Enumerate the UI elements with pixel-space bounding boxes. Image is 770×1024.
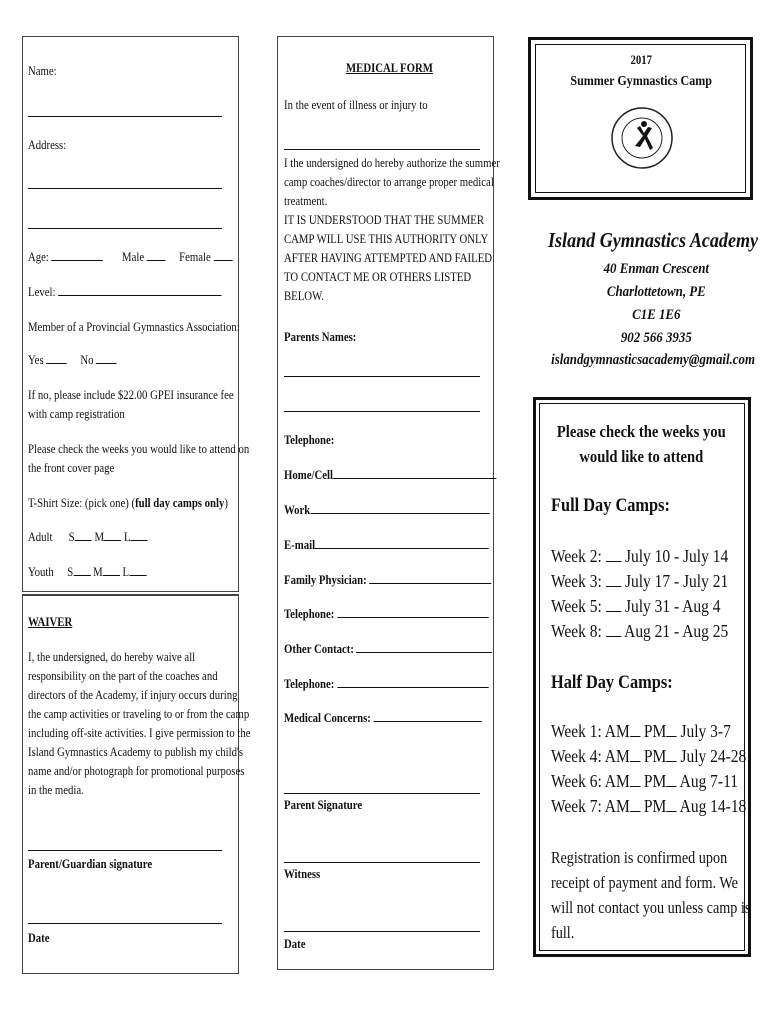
medical-title: MEDICAL FORM (346, 61, 433, 75)
week-checkbox[interactable] (606, 620, 621, 637)
am-checkbox[interactable] (630, 745, 640, 762)
adult-l-label: L (123, 530, 131, 544)
full-day-week-3[interactable] (551, 569, 728, 594)
am-label: AM (604, 771, 630, 791)
youth-m-field[interactable] (103, 563, 120, 576)
am-checkbox[interactable] (630, 795, 640, 812)
youth-s-label: S (67, 565, 74, 579)
confirm-line-2: receipt of payment and form. We (551, 873, 738, 892)
confirm-line-1: Registration is confirmed upon (551, 848, 728, 867)
no-label: No (80, 353, 94, 367)
half-day-week-4[interactable] (551, 744, 746, 769)
home-cell-label: Home/Cell (284, 468, 333, 482)
physician-field[interactable] (369, 571, 491, 584)
age-field[interactable] (52, 248, 104, 261)
academy-postal: C1E 1E6 (632, 307, 681, 323)
medical-date-label: Date (284, 937, 306, 951)
medical-body-4: IT IS UNDERSTOOD THAT THE SUMMER (284, 213, 485, 227)
pm-label: PM (643, 721, 667, 741)
check-weeks-note-2: the front cover page (28, 461, 115, 475)
level-field[interactable] (58, 283, 221, 296)
name-field[interactable] (28, 116, 222, 117)
waiver-date-label: Date (28, 931, 50, 945)
adult-s-field[interactable] (75, 528, 92, 541)
medical-body-1: I the undersigned do hereby authorize the summer (284, 156, 500, 170)
adult-l-field[interactable] (131, 528, 148, 541)
telephone-row-2 (284, 605, 488, 624)
work-label: Work (284, 503, 311, 517)
week-checkbox[interactable] (606, 570, 621, 587)
cover-title: Summer Gymnastics Camp (570, 74, 712, 89)
medical-intro: In the event of illness or injury to (284, 98, 428, 112)
male-field[interactable] (147, 248, 166, 261)
week-dates: Aug 14-18 (679, 796, 747, 816)
telephone-3-label: Telephone: (284, 677, 335, 691)
week-dates: July 10 - July 14 (624, 546, 729, 566)
am-label: AM (604, 796, 630, 816)
full-day-week-2[interactable] (551, 544, 728, 569)
parents-names-field-2[interactable] (284, 411, 480, 412)
waiver-date-field[interactable] (28, 923, 222, 924)
waiver-line-4: the camp activities or traveling to or from the camp (28, 707, 250, 721)
other-contact-row (284, 640, 493, 659)
half-day-week-1[interactable] (551, 719, 731, 744)
witness-field[interactable] (284, 862, 480, 863)
check-weeks-note-1: Please check the weeks you would like to attend on (28, 442, 250, 456)
email-label: E-mail (284, 538, 316, 552)
telephone-2-label: Telephone: (284, 607, 335, 621)
level-row (28, 283, 222, 302)
week-label: Week 3: (551, 571, 602, 591)
half-day-title: Half Day Camps: (551, 672, 673, 693)
full-day-title: Full Day Camps: (551, 495, 670, 516)
academy-logo (610, 106, 674, 170)
physician-row (284, 571, 492, 590)
adult-label: Adult (28, 530, 53, 544)
youth-label: Youth (28, 565, 54, 579)
telephone-row-3 (284, 675, 488, 694)
yes-label: Yes (28, 353, 44, 367)
academy-phone: 902 566 3935 (620, 330, 692, 346)
week-label: Week 8: (551, 621, 602, 641)
pm-checkbox[interactable] (666, 745, 676, 762)
pm-checkbox[interactable] (666, 795, 676, 812)
medical-body-8: BELOW. (284, 289, 324, 303)
witness-label: Witness (284, 867, 321, 881)
am-checkbox[interactable] (630, 720, 640, 737)
full-day-week-5[interactable] (551, 594, 720, 619)
full-day-week-8[interactable] (551, 619, 728, 644)
pm-checkbox[interactable] (666, 770, 676, 787)
academy-name: Island Gymnastics Academy (548, 228, 759, 252)
week-label: Week 1: (551, 721, 602, 741)
academy-address-1: 40 Enman Crescent (603, 261, 709, 277)
medical-body-6: AFTER HAVING ATTEMPTED AND FAILED (284, 251, 493, 265)
address-label: Address: (28, 138, 67, 152)
week-dates: July 3-7 (680, 721, 731, 741)
work-field[interactable] (310, 501, 489, 514)
adult-s-label: S (68, 530, 75, 544)
adult-m-label: M (94, 530, 105, 544)
adult-size-row (28, 528, 148, 547)
medical-body-7: TO CONTACT ME OR OTHERS LISTED (284, 270, 472, 284)
am-label: AM (604, 721, 630, 741)
week-label: Week 7: (551, 796, 602, 816)
weeks-heading: Please check the weeks you would like to attend (556, 422, 726, 466)
guardian-signature-label: Parent/Guardian signature (28, 857, 153, 871)
waiver-line-3: directors of the Academy, if injury occurs during (28, 688, 238, 702)
name-label: Name: (28, 64, 57, 78)
member-label: Member of a Provincial Gymnastics Association: (28, 320, 240, 334)
medical-concerns-row (284, 709, 482, 728)
medical-body-2: camp coaches/director to arrange proper medical (284, 175, 494, 189)
am-label: AM (604, 746, 630, 766)
medical-date-field[interactable] (284, 931, 480, 932)
waiver-title: WAIVER (28, 615, 73, 629)
medical-body-3: treatment. (284, 194, 328, 208)
week-checkbox[interactable] (606, 595, 621, 612)
am-checkbox[interactable] (630, 770, 640, 787)
medical-concerns-field[interactable] (374, 709, 482, 722)
waiver-line-2: responsibility on the part of the coaches and (28, 669, 218, 683)
work-row (284, 501, 489, 520)
tshirt-label-text: T-Shirt Size: (pick one) ( (28, 496, 136, 510)
no-field[interactable] (96, 351, 117, 364)
address-field-2[interactable] (28, 228, 222, 229)
week-dates: July 31 - Aug 4 (624, 596, 721, 616)
week-label: Week 4: (551, 746, 602, 766)
address-field-1[interactable] (28, 188, 222, 189)
week-dates: July 17 - July 21 (624, 571, 729, 591)
female-field[interactable] (213, 248, 232, 261)
patient-name-field[interactable] (284, 149, 480, 150)
waiver-line-8: in the media. (28, 783, 84, 797)
home-cell-row (284, 466, 496, 485)
email-row (284, 536, 489, 555)
pm-label: PM (643, 746, 667, 766)
parents-names-field-1[interactable] (284, 376, 480, 377)
medical-concerns-label: Medical Concerns: (284, 711, 371, 725)
pm-label: PM (643, 796, 667, 816)
youth-s-field[interactable] (73, 563, 90, 576)
level-label: Level: (28, 285, 56, 299)
age-row (28, 248, 232, 267)
tshirt-label-end: ) (224, 496, 228, 510)
adult-m-field[interactable] (104, 528, 121, 541)
pm-label: PM (643, 771, 667, 791)
telephone-label: Telephone: (284, 433, 335, 447)
yes-field[interactable] (46, 351, 67, 364)
week-dates: Aug 21 - Aug 25 (624, 621, 729, 641)
cover-year: 2017 (630, 53, 652, 67)
academy-address-2: Charlottetown, PE (606, 284, 706, 300)
youth-l-field[interactable] (129, 563, 146, 576)
half-day-week-6[interactable] (551, 769, 738, 794)
parents-names-label: Parents Names: (284, 330, 357, 344)
tshirt-label (28, 494, 228, 513)
half-day-week-7[interactable] (551, 794, 746, 819)
waiver-line-1: I, the undersigned, do hereby waive all (28, 650, 196, 664)
female-label: Female (179, 250, 211, 264)
telephone-2-field[interactable] (337, 605, 488, 618)
medical-body-5: CAMP WILL USE THIS AUTHORITY ONLY (284, 232, 489, 246)
parent-signature-field[interactable] (284, 793, 480, 794)
academy-email: islandgymnasticsacademy@gmail.com (551, 352, 756, 368)
week-label: Week 2: (551, 546, 602, 566)
guardian-signature-field[interactable] (28, 850, 222, 851)
week-label: Week 6: (551, 771, 602, 791)
age-label: Age: (28, 250, 49, 264)
waiver-line-6: Island Gymnastics Academy to publish my child's (28, 745, 244, 759)
parent-signature-label: Parent Signature (284, 798, 363, 812)
youth-l-label: L (122, 565, 130, 579)
other-contact-label: Other Contact: (284, 642, 354, 656)
tshirt-label-bold: full day camps only (135, 496, 225, 510)
pm-checkbox[interactable] (666, 720, 676, 737)
gpei-note-1: If no, please include $22.00 GPEI insurance fee (28, 388, 234, 402)
youth-m-label: M (93, 565, 103, 579)
physician-label: Family Physician: (284, 573, 367, 587)
telephone-3-field[interactable] (337, 675, 488, 688)
week-dates: July 24-28 (680, 746, 747, 766)
male-label: Male (122, 250, 145, 264)
waiver-line-5: including off-site activities. I give permission to the (28, 726, 251, 740)
week-checkbox[interactable] (606, 545, 621, 562)
other-contact-field[interactable] (357, 640, 493, 653)
youth-size-row (28, 563, 146, 582)
yes-no-row (28, 351, 117, 370)
week-label: Week 5: (551, 596, 602, 616)
confirm-line-4: full. (551, 923, 575, 942)
week-dates: Aug 7-11 (679, 771, 738, 791)
waiver-line-7: name and/or photograph for promotional purposes (28, 764, 245, 778)
gpei-note-2: with camp registration (28, 407, 125, 421)
home-cell-field[interactable] (333, 466, 496, 479)
confirm-line-3: will not contact you unless camp is (551, 898, 751, 917)
email-field[interactable] (315, 536, 489, 549)
